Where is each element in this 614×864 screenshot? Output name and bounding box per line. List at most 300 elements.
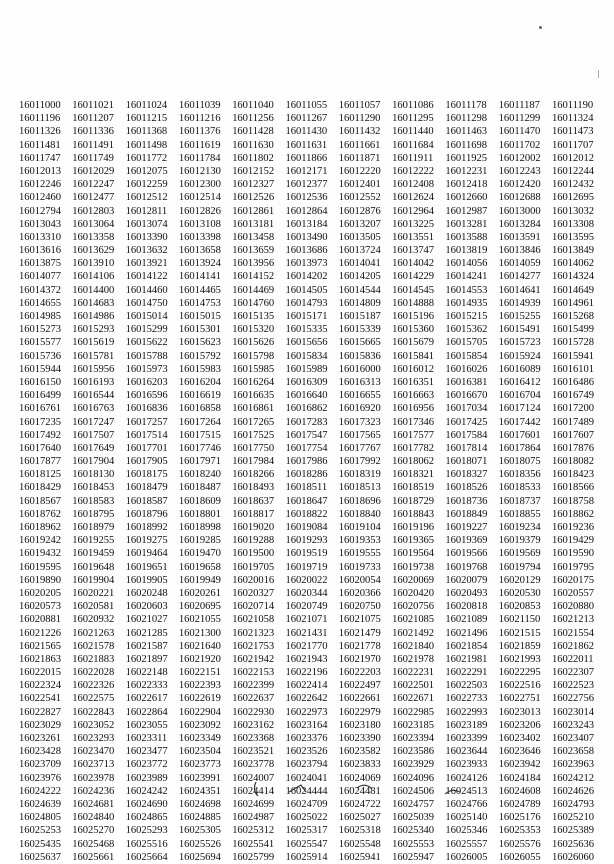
- table-cell: 16023477: [125, 746, 168, 758]
- table-cell: 16024414: [232, 785, 275, 797]
- table-cell: 16019104: [338, 522, 381, 533]
- table-cell: 16020261: [178, 587, 221, 599]
- table-cell: 16021431: [285, 627, 328, 639]
- table-cell: 16020581: [72, 601, 115, 613]
- table-cell: 16024212: [551, 772, 594, 784]
- table-cell: 16023794: [285, 759, 328, 771]
- table-cell: 16018647: [285, 495, 328, 507]
- table-cell: 16017767: [338, 442, 381, 454]
- table-cell: 16023929: [392, 759, 435, 771]
- table-cell: 16025799: [232, 851, 275, 863]
- table-cell: 16014056: [445, 258, 488, 270]
- table-cell: 16020853: [498, 601, 541, 613]
- table-cell: 16022503: [445, 680, 488, 692]
- table-cell: 16017601: [498, 429, 541, 441]
- table-cell: 16014505: [285, 284, 328, 296]
- table-cell: 16025576: [498, 838, 541, 850]
- table-cell: 16014041: [338, 258, 381, 270]
- table-cell: 16023646: [498, 746, 541, 758]
- table-cell: 16013747: [392, 245, 435, 257]
- table-cell: 16012247: [72, 179, 115, 191]
- table-cell: 16011256: [232, 113, 274, 125]
- table-cell: 16024885: [178, 812, 221, 824]
- table-cell: 16013358: [72, 231, 115, 243]
- table-cell: 16023407: [551, 733, 594, 744]
- table-cell: 16024722: [338, 798, 381, 810]
- table-cell: 16021840: [392, 640, 435, 652]
- table-row: [19, 310, 605, 323]
- table-cell: 16019470: [178, 548, 221, 560]
- table-row: [19, 561, 605, 574]
- table-cell: 16016264: [232, 376, 275, 388]
- table-row: [19, 692, 605, 705]
- table-cell: 16012222: [392, 165, 435, 177]
- table-row: [19, 297, 605, 310]
- table-cell: 16015723: [498, 337, 541, 349]
- table-cell: 16013921: [125, 258, 168, 270]
- table-cell: 16018992: [125, 522, 168, 533]
- table-cell: 16022295: [498, 667, 541, 679]
- table-cell: 16023206: [498, 719, 541, 731]
- table-cell: 16011040: [232, 100, 274, 111]
- table-cell: 16022756: [551, 693, 594, 705]
- table-cell: 16022414: [285, 680, 328, 692]
- table-cell: 16019949: [178, 574, 221, 586]
- table-cell: 16011684: [392, 139, 434, 151]
- table-cell: 16012624: [392, 192, 435, 204]
- table-cell: 16017492: [19, 429, 61, 441]
- table-cell: 16019555: [338, 548, 381, 560]
- table-cell: 16018567: [19, 495, 61, 507]
- table-cell: 16017905: [125, 456, 168, 468]
- table-cell: 16013284: [498, 218, 541, 230]
- table-cell: 16020069: [392, 574, 435, 586]
- table-cell: 16015956: [72, 363, 115, 375]
- table-cell: 16013505: [338, 231, 381, 243]
- table-cell: 16025468: [72, 838, 115, 850]
- table-cell: 16017547: [285, 429, 328, 441]
- table-cell: 16015196: [392, 311, 435, 322]
- table-cell: 16022979: [338, 706, 381, 718]
- table-cell: 16021058: [232, 614, 275, 626]
- table-cell: 16025557: [445, 838, 488, 850]
- table-cell: 16019904: [72, 574, 115, 586]
- table-cell: 16023772: [125, 759, 168, 771]
- table-cell: 16013924: [178, 258, 221, 270]
- table-cell: 16011749: [72, 152, 114, 164]
- table-cell: 16019519: [285, 548, 328, 560]
- table-cell: 16020603: [125, 601, 168, 613]
- table-cell: 16016089: [498, 363, 541, 375]
- table-cell: 16011216: [178, 113, 221, 125]
- table-row: [19, 402, 605, 415]
- table-row: [19, 547, 605, 560]
- table-cell: 16019429: [551, 535, 594, 547]
- table-cell: 16016351: [392, 376, 435, 388]
- table-row: [19, 257, 605, 270]
- table-cell: 16011376: [178, 126, 221, 138]
- table-cell: 16025547: [285, 838, 328, 850]
- table-cell: 16012526: [232, 192, 275, 204]
- table-cell: 16014649: [551, 284, 594, 296]
- table-cell: 16021770: [285, 640, 328, 652]
- table-cell: 16021554: [551, 627, 594, 639]
- table-cell: 16018286: [285, 469, 328, 481]
- table-cell: 16015619: [72, 337, 115, 349]
- table-cell: 16011432: [338, 126, 381, 138]
- table-cell: 16024513: [445, 785, 488, 797]
- table-cell: 16015577: [19, 337, 61, 349]
- table-cell: 16020573: [19, 601, 61, 613]
- table-cell: 16018327: [445, 469, 488, 481]
- table-row: [19, 205, 605, 218]
- table-cell: 16019794: [498, 561, 541, 573]
- table-cell: 16021515: [498, 627, 541, 639]
- table-cell: 16018533: [498, 482, 541, 494]
- table-cell: 16014202: [285, 271, 328, 283]
- table-cell: 16024184: [498, 772, 541, 784]
- table-row: [19, 521, 605, 534]
- table-cell: 16012231: [445, 165, 488, 177]
- table-cell: 16021479: [338, 627, 381, 639]
- table-cell: 16017442: [498, 416, 541, 428]
- table-cell: 16014750: [125, 297, 168, 309]
- pen-strokes-icon: [0, 780, 614, 800]
- table-cell: 16022637: [232, 693, 275, 705]
- table-cell: 16015215: [445, 311, 488, 322]
- table-cell: 16015792: [178, 350, 221, 362]
- table-cell: 16012477: [72, 192, 115, 204]
- table-cell: 16022985: [392, 706, 435, 718]
- table-cell: 16022930: [232, 706, 275, 718]
- table-cell: 16014152: [232, 271, 275, 283]
- table-cell: 16017877: [19, 456, 61, 468]
- table-cell: 16014372: [19, 284, 61, 296]
- table-cell: 16025353: [498, 825, 541, 837]
- table-cell: 16022497: [338, 680, 381, 692]
- table-cell: 16018795: [72, 508, 115, 520]
- table-cell: 16015798: [232, 350, 275, 362]
- table-cell: 16011368: [125, 126, 168, 138]
- table-cell: 16014935: [445, 297, 488, 309]
- table-cell: 16012152: [232, 165, 275, 177]
- table-cell: 16019293: [285, 535, 328, 547]
- table-cell: 16013225: [392, 218, 435, 230]
- table-cell: 16011057: [338, 100, 381, 111]
- table-cell: 16021981: [445, 653, 488, 665]
- table-cell: 16021854: [445, 640, 488, 652]
- table-cell: 16012432: [551, 179, 594, 191]
- handwritten-marks: [0, 780, 614, 800]
- table-cell: 16025293: [125, 825, 168, 837]
- table-cell: 16025541: [232, 838, 275, 850]
- table-cell: 16024351: [178, 785, 221, 797]
- table-cell: 16016655: [338, 390, 381, 402]
- table-cell: 16013632: [125, 245, 168, 257]
- table-cell: 16018071: [445, 456, 488, 468]
- table-cell: 16023376: [285, 733, 328, 744]
- table-cell: 16023349: [178, 733, 221, 744]
- table-cell: 16018356: [498, 469, 541, 481]
- table-cell: 16015973: [125, 363, 168, 375]
- table-cell: 16025176: [498, 812, 541, 824]
- table-cell: 16020932: [72, 614, 115, 626]
- table-cell: 16021085: [392, 614, 435, 626]
- table-cell: 16018696: [338, 495, 381, 507]
- table-cell: 16018513: [338, 482, 381, 494]
- table-cell: 16011326: [19, 126, 61, 138]
- table-row: [19, 679, 605, 692]
- table-cell: 16023582: [338, 746, 381, 758]
- table-cell: 16022324: [19, 680, 61, 692]
- table-cell: 16014077: [19, 271, 61, 283]
- table-cell: 16023180: [338, 719, 381, 731]
- table-cell: 16014753: [178, 297, 221, 309]
- table-cell: 16021943: [285, 653, 328, 665]
- table-cell: 16011055: [285, 100, 328, 111]
- table-cell: 16011784: [178, 152, 221, 164]
- table-cell: 16017984: [232, 456, 275, 468]
- table-cell: 16019285: [178, 535, 221, 547]
- table-cell: 16011498: [125, 139, 168, 151]
- table-cell: 16022028: [72, 667, 115, 679]
- table-cell: 16015679: [392, 337, 435, 349]
- table-cell: 16017124: [498, 403, 541, 415]
- table-row: [19, 323, 605, 336]
- table-cell: 16015273: [19, 324, 61, 336]
- table-cell: 16016000: [338, 363, 381, 375]
- table-cell: 16025318: [338, 825, 381, 837]
- table-cell: 16018175: [125, 469, 168, 481]
- table-row: [19, 376, 605, 389]
- table-cell: 16018125: [19, 469, 61, 481]
- table-cell: 16020695: [178, 601, 221, 613]
- table-cell: 16022973: [285, 706, 328, 718]
- table-cell: 16016763: [72, 403, 115, 415]
- table-cell: 16019084: [285, 522, 328, 533]
- table-cell: 16021920: [178, 653, 221, 665]
- table-cell: 16020054: [338, 574, 381, 586]
- table-cell: 16022642: [285, 693, 328, 705]
- table-cell: 16015834: [285, 350, 328, 362]
- table-cell: 16022153: [232, 667, 275, 679]
- table-cell: 16017782: [392, 442, 435, 454]
- table-cell: 16021863: [19, 653, 61, 665]
- table-cell: 16019234: [498, 522, 541, 533]
- table-row: [19, 719, 605, 732]
- table-row: [19, 745, 605, 758]
- table-cell: 16017200: [551, 403, 594, 415]
- table-cell: 16015941: [551, 350, 594, 362]
- table-row: [19, 112, 605, 125]
- table-cell: 16014961: [551, 297, 594, 309]
- table-cell: 16016101: [551, 363, 594, 375]
- table-cell: 16023402: [498, 733, 541, 744]
- table-cell: 16021213: [551, 614, 594, 626]
- table-cell: 16023586: [392, 746, 435, 758]
- table-row: [19, 350, 605, 363]
- table-cell: 16023989: [125, 772, 168, 784]
- table-cell: 16012460: [19, 192, 61, 204]
- table-cell: 16011428: [232, 126, 274, 138]
- table-cell: 16011299: [498, 113, 541, 125]
- table-cell: 16020756: [392, 601, 435, 613]
- table-cell: 16015320: [232, 324, 275, 336]
- table-row: [19, 468, 605, 481]
- table-cell: 16018266: [232, 469, 275, 481]
- table-cell: 16018075: [498, 456, 541, 468]
- table-cell: 16025312: [232, 825, 275, 837]
- table-cell: 16011187: [498, 100, 540, 111]
- table-row: [19, 600, 605, 613]
- table-cell: 16011324: [551, 113, 594, 125]
- table-row: [19, 666, 605, 679]
- table-cell: 16025305: [178, 825, 221, 837]
- table-cell: 16016761: [19, 403, 61, 415]
- table-cell: 16013910: [72, 258, 115, 270]
- table-cell: 16021323: [232, 627, 275, 639]
- table-cell: 16013658: [178, 245, 221, 257]
- table-cell: 16012803: [72, 205, 115, 217]
- table-cell: 16023055: [125, 719, 168, 731]
- table-cell: 16020221: [72, 587, 115, 599]
- table-cell: 16021993: [498, 653, 541, 665]
- table-cell: 16020557: [551, 587, 594, 599]
- table-cell: 16016486: [551, 376, 594, 388]
- table-row: [19, 495, 605, 508]
- table-cell: 16014469: [232, 284, 275, 296]
- table-cell: 16025039: [392, 812, 435, 824]
- table-cell: 16019648: [72, 561, 115, 573]
- table-cell: 16024690: [125, 798, 168, 810]
- table-cell: 16017904: [72, 456, 115, 468]
- table-cell: 16019464: [125, 548, 168, 560]
- table-cell: 16011702: [498, 139, 541, 151]
- table-cell: 16025664: [125, 851, 168, 863]
- table-cell: 16023052: [72, 719, 115, 731]
- table-cell: 16020420: [392, 587, 435, 599]
- table-cell: 16020818: [445, 601, 488, 613]
- table-cell: 16022151: [178, 667, 221, 679]
- table-cell: 16016596: [125, 390, 168, 402]
- table-cell: 16022501: [392, 680, 435, 692]
- table-cell: 16018511: [285, 482, 328, 494]
- table-cell: 16019905: [125, 574, 168, 586]
- table-cell: 16018801: [178, 508, 221, 520]
- table-cell: 16017283: [285, 416, 328, 428]
- table-cell: 16025914: [285, 851, 328, 863]
- table-cell: 16015626: [232, 337, 275, 349]
- table-cell: 16017525: [232, 429, 275, 441]
- table-cell: 16018637: [232, 495, 275, 507]
- table-cell: 16019795: [551, 561, 594, 573]
- table-cell: 16024236: [72, 785, 115, 797]
- table-cell: 16013686: [285, 245, 328, 257]
- table-cell: 16023709: [19, 759, 61, 771]
- table-cell: 16024096: [392, 772, 435, 784]
- table-cell: 16015665: [338, 337, 381, 349]
- table-cell: 16019590: [551, 548, 594, 560]
- table-cell: 16025022: [285, 812, 328, 824]
- table-cell: 16024481: [338, 785, 381, 797]
- table-row: [19, 389, 605, 402]
- table-cell: 16017584: [445, 429, 488, 441]
- table-cell: 16023029: [19, 719, 61, 731]
- table-cell: 16019733: [338, 561, 381, 573]
- table-cell: 16023521: [232, 746, 275, 758]
- table-cell: 16014465: [178, 284, 221, 296]
- scan-speck: [539, 26, 542, 29]
- table-cell: 16019658: [178, 561, 221, 573]
- table-cell: 16020714: [232, 601, 275, 613]
- table-cell: 16018453: [72, 482, 115, 494]
- table-cell: 16017247: [72, 416, 115, 428]
- table-cell: 16019365: [392, 535, 435, 547]
- table-cell: 16025253: [19, 825, 61, 837]
- table-cell: 16012418: [445, 179, 488, 191]
- table-cell: 16019196: [392, 522, 435, 533]
- table-cell: 16017323: [338, 416, 381, 428]
- table-cell: 16019595: [19, 561, 61, 573]
- table-cell: 16023261: [19, 733, 61, 744]
- table-row: [19, 851, 605, 864]
- table-cell: 16012130: [178, 165, 221, 177]
- table-cell: 16024757: [392, 798, 435, 810]
- table-cell: 16015656: [285, 337, 328, 349]
- table-cell: 16018519: [392, 482, 435, 494]
- table-cell: 16024007: [232, 772, 275, 784]
- table-cell: 16025140: [445, 812, 488, 824]
- table-cell: 16018796: [125, 508, 168, 520]
- table-cell: 16023092: [178, 719, 221, 731]
- table-cell: 16011470: [498, 126, 541, 138]
- table-row: [19, 125, 605, 138]
- table-cell: 16019432: [19, 548, 61, 560]
- table-cell: 16025389: [551, 825, 594, 837]
- table-cell: 16023162: [232, 719, 275, 731]
- table-row: [19, 587, 605, 600]
- table-cell: 16025947: [392, 851, 435, 863]
- table-cell: 16020205: [19, 587, 61, 599]
- table-cell: 16011196: [19, 113, 61, 125]
- table-cell: 16022904: [178, 706, 221, 718]
- table-cell: 16012987: [445, 205, 488, 217]
- table-cell: 16021578: [72, 640, 115, 652]
- table-cell: 16024222: [19, 785, 61, 797]
- table-cell: 16025435: [19, 838, 61, 850]
- table-cell: 16015983: [178, 363, 221, 375]
- table-row: [19, 165, 605, 178]
- table-cell: 16021970: [338, 653, 381, 665]
- table-cell: 16024805: [19, 812, 61, 824]
- table-cell: 16023504: [178, 746, 221, 758]
- table-cell: 16016203: [125, 376, 168, 388]
- table-cell: 16021226: [19, 627, 61, 639]
- table-cell: 16017346: [392, 416, 435, 428]
- table-cell: 16013184: [285, 218, 328, 230]
- table-cell: 16013551: [392, 231, 435, 243]
- table-cell: 16017986: [285, 456, 328, 468]
- table-row: [19, 218, 605, 231]
- table-cell: 16019890: [19, 574, 61, 586]
- table-cell: 16024987: [232, 812, 275, 824]
- table-cell: 16011290: [338, 113, 381, 125]
- table-cell: 16016381: [445, 376, 488, 388]
- table-cell: 16016026: [445, 363, 488, 375]
- table-cell: 16024766: [445, 798, 488, 810]
- table-cell: 16011772: [125, 152, 168, 164]
- table-cell: 16025636: [551, 838, 594, 850]
